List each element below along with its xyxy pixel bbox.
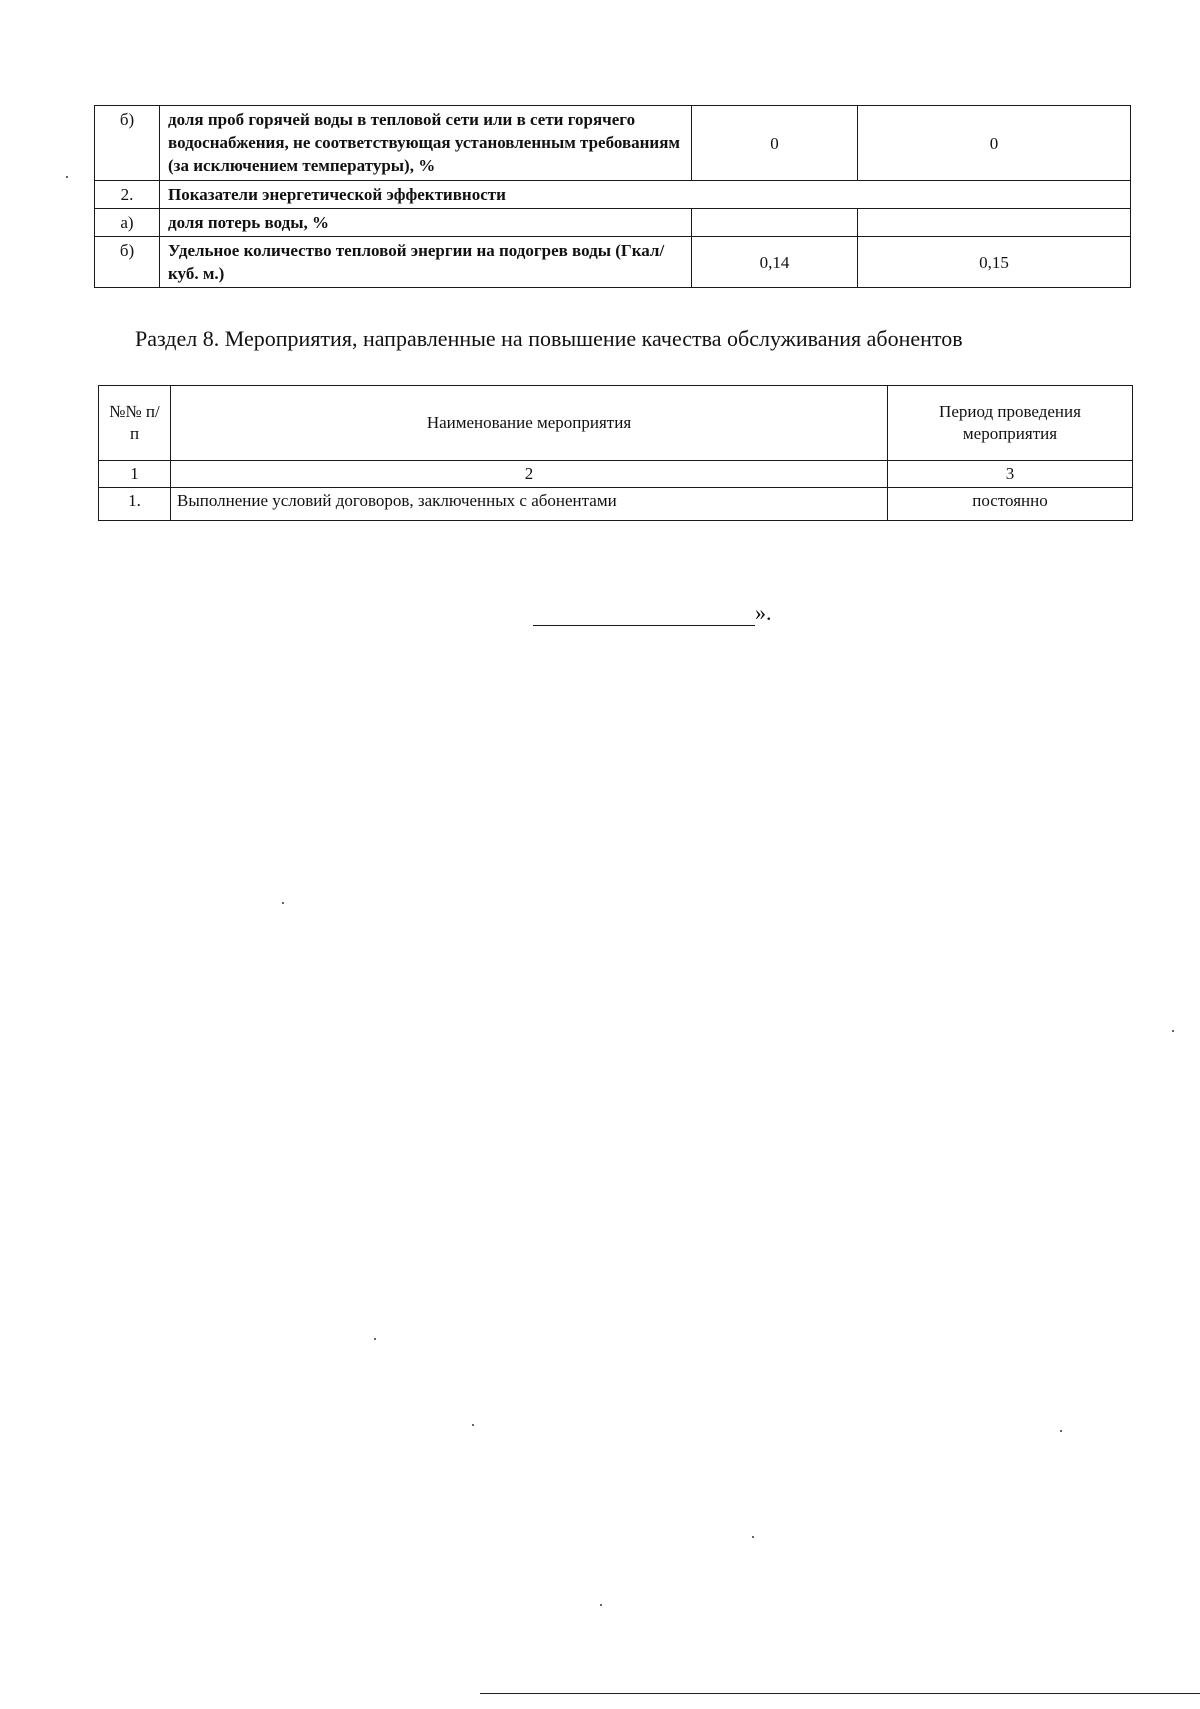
column-index-row [99, 461, 1133, 488]
column-header-period: Период проведения мероприятия [888, 386, 1133, 461]
scan-speck [66, 176, 68, 178]
row-description: Удельное количество тепловой энергии на подогрев воды (Гкал/куб. м.) [160, 237, 692, 288]
row-description: доля проб горячей воды в тепловой сети или в сети горячего водоснабжения, не соответствующая установленным требованиям (за исключением температуры), % [160, 106, 692, 181]
value-cell: 0 [692, 106, 858, 181]
scan-speck [600, 1604, 602, 1606]
table-row [95, 181, 1131, 209]
activity-name: Выполнение условий договоров, заключенных с абонентами [171, 488, 888, 521]
row-description: доля потерь воды, % [160, 209, 692, 237]
table-header-row [99, 386, 1133, 461]
value-cell: 0 [858, 106, 1131, 181]
scan-speck [1172, 1030, 1174, 1032]
value-cell [692, 209, 858, 237]
row-number: 1. [99, 488, 171, 521]
column-header-name: Наименование мероприятия [171, 386, 888, 461]
table-row [99, 488, 1133, 521]
signature-line [533, 625, 755, 626]
activities-table [98, 385, 1133, 521]
indicators-table [94, 105, 1131, 288]
section-heading: Раздел 8. Мероприятия, направленные на повышение качества обслуживания абонентов [135, 326, 963, 351]
page-edge-line [480, 1693, 1200, 1694]
table-row [95, 237, 1131, 288]
column-index: 2 [171, 461, 888, 488]
row-description: Показатели энергетической эффективности [160, 181, 1131, 209]
value-cell [858, 209, 1131, 237]
table-row [95, 209, 1131, 237]
closing-quote: ». [755, 600, 772, 625]
column-index: 1 [99, 461, 171, 488]
column-index: 3 [888, 461, 1133, 488]
scan-speck [282, 902, 284, 904]
scan-speck [1060, 1430, 1062, 1432]
row-number: б) [95, 106, 160, 181]
activity-period: постоянно [888, 488, 1133, 521]
scan-speck [374, 1338, 376, 1340]
table-row [95, 106, 1131, 181]
value-cell: 0,15 [858, 237, 1131, 288]
value-cell: 0,14 [692, 237, 858, 288]
row-number: а) [95, 209, 160, 237]
row-number: 2. [95, 181, 160, 209]
closing-mark [533, 600, 793, 630]
row-number: б) [95, 237, 160, 288]
scan-speck [752, 1536, 754, 1538]
column-header-number: №№ п/п [99, 386, 171, 461]
scan-speck [472, 1424, 474, 1426]
